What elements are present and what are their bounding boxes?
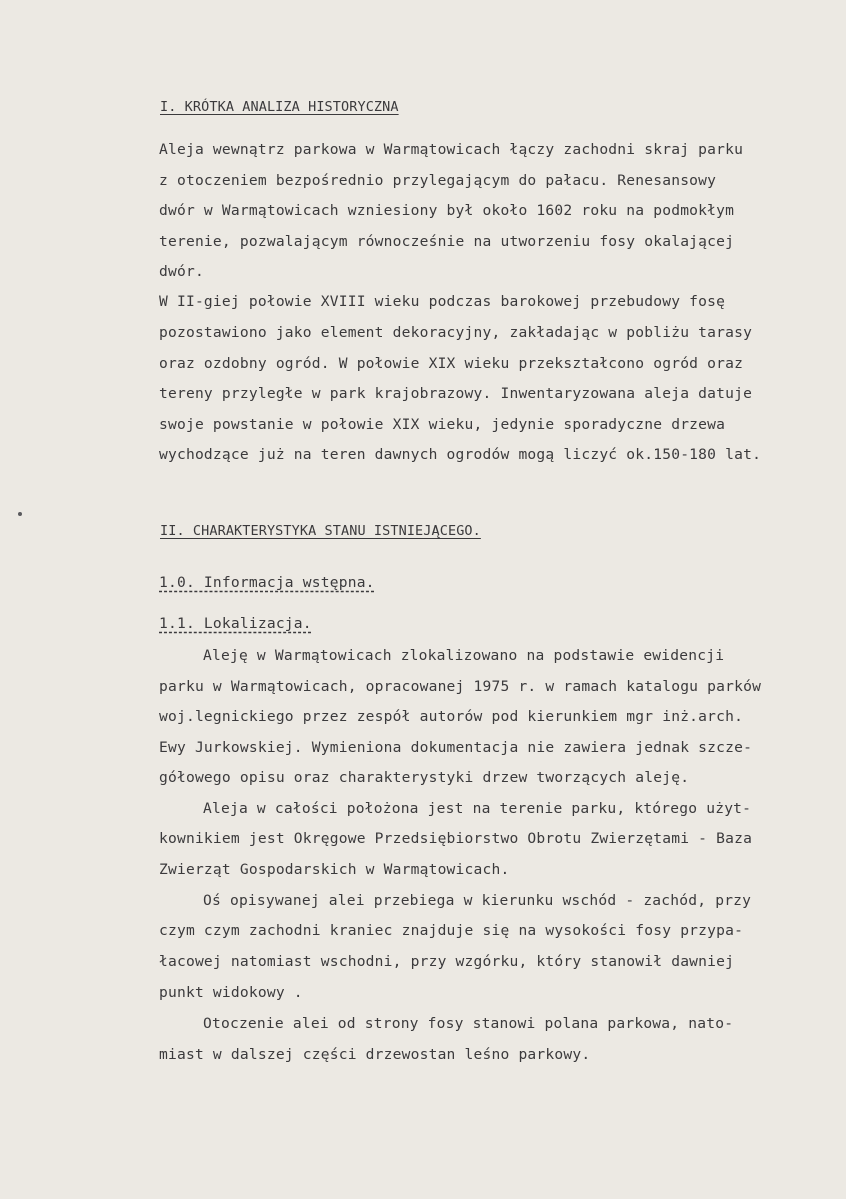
- paragraph-line: łacowej natomiast wschodni, przy wzgórku, który stanowił dawniej: [159, 953, 735, 970]
- paragraph-line: tereny przyległe w park krajobrazowy. Inwentaryzowana aleja datuje: [159, 385, 753, 402]
- paragraph-line: kownikiem jest Okręgowe Przedsiębiorstwo Obrotu Zwierzętami - Baza: [159, 830, 753, 847]
- paragraph-line: W II-giej połowie XVIII wieku podczas barokowej przebudowy fosę: [159, 293, 726, 310]
- paragraph-line: dwór w Warmątowicach wzniesiony był około 1602 roku na podmokłym: [159, 202, 735, 219]
- paragraph-line: terenie, pozwalającym równocześnie na utworzeniu fosy okalającej: [159, 233, 735, 250]
- paragraph-line: Aleję w Warmątowicach zlokalizowano na podstawie ewidencji: [203, 647, 725, 664]
- section-2-heading: II. CHARAKTERYSTYKA STANU ISTNIEJĄCEGO.: [160, 523, 481, 539]
- paragraph-line: miast w dalszej części drzewostan leśno parkowy.: [159, 1046, 591, 1063]
- paragraph-line: Aleja wewnątrz parkowa w Warmątowicach łączy zachodni skraj parku: [159, 141, 744, 158]
- paragraph-line: z otoczeniem bezpośrednio przylegającym do pałacu. Renesansowy: [159, 172, 717, 189]
- paragraph-line: Otoczenie alei od strony fosy stanowi polana parkowa, nato-: [203, 1015, 734, 1032]
- paragraph-line: czym czym zachodni kraniec znajduje się na wysokości fosy przypa-: [159, 922, 744, 939]
- paragraph-line: swoje powstanie w połowie XIX wieku, jedynie sporadyczne drzewa: [159, 416, 726, 433]
- paragraph-line: Aleja w całości położona jest na terenie parku, którego użyt-: [203, 800, 752, 817]
- subsection-heading: 1.1. Lokalizacja.: [159, 615, 312, 632]
- subsection-heading: 1.0. Informacja wstępna.: [159, 574, 375, 591]
- paragraph-line: parku w Warmątowicach, opracowanej 1975 r. w ramach katalogu parków: [159, 678, 762, 695]
- section-1-heading: I. KRÓTKA ANALIZA HISTORYCZNA: [160, 99, 399, 115]
- paragraph-line: gółowego opisu oraz charakterystyki drzew tworzących aleję.: [159, 769, 690, 786]
- paragraph-line: woj.legnickiego przez zespół autorów pod kierunkiem mgr inż.arch.: [159, 708, 744, 725]
- punch-mark: [18, 512, 22, 516]
- paragraph-line: dwór.: [159, 263, 204, 280]
- paragraph-line: Zwierząt Gospodarskich w Warmątowicach.: [159, 861, 510, 878]
- paragraph-line: punkt widokowy .: [159, 984, 303, 1001]
- paragraph-line: Ewy Jurkowskiej. Wymieniona dokumentacja nie zawiera jednak szcze-: [159, 739, 753, 756]
- paragraph-line: Oś opisywanej alei przebiega w kierunku wschód - zachód, przy: [203, 892, 752, 909]
- paragraph-line: wychodzące już na teren dawnych ogrodów mogą liczyć ok.150-180 lat.: [159, 446, 762, 463]
- paragraph-line: oraz ozdobny ogród. W połowie XIX wieku przekształcono ogród oraz: [159, 355, 744, 372]
- paragraph-line: pozostawiono jako element dekoracyjny, zakładając w pobliżu tarasy: [159, 324, 753, 341]
